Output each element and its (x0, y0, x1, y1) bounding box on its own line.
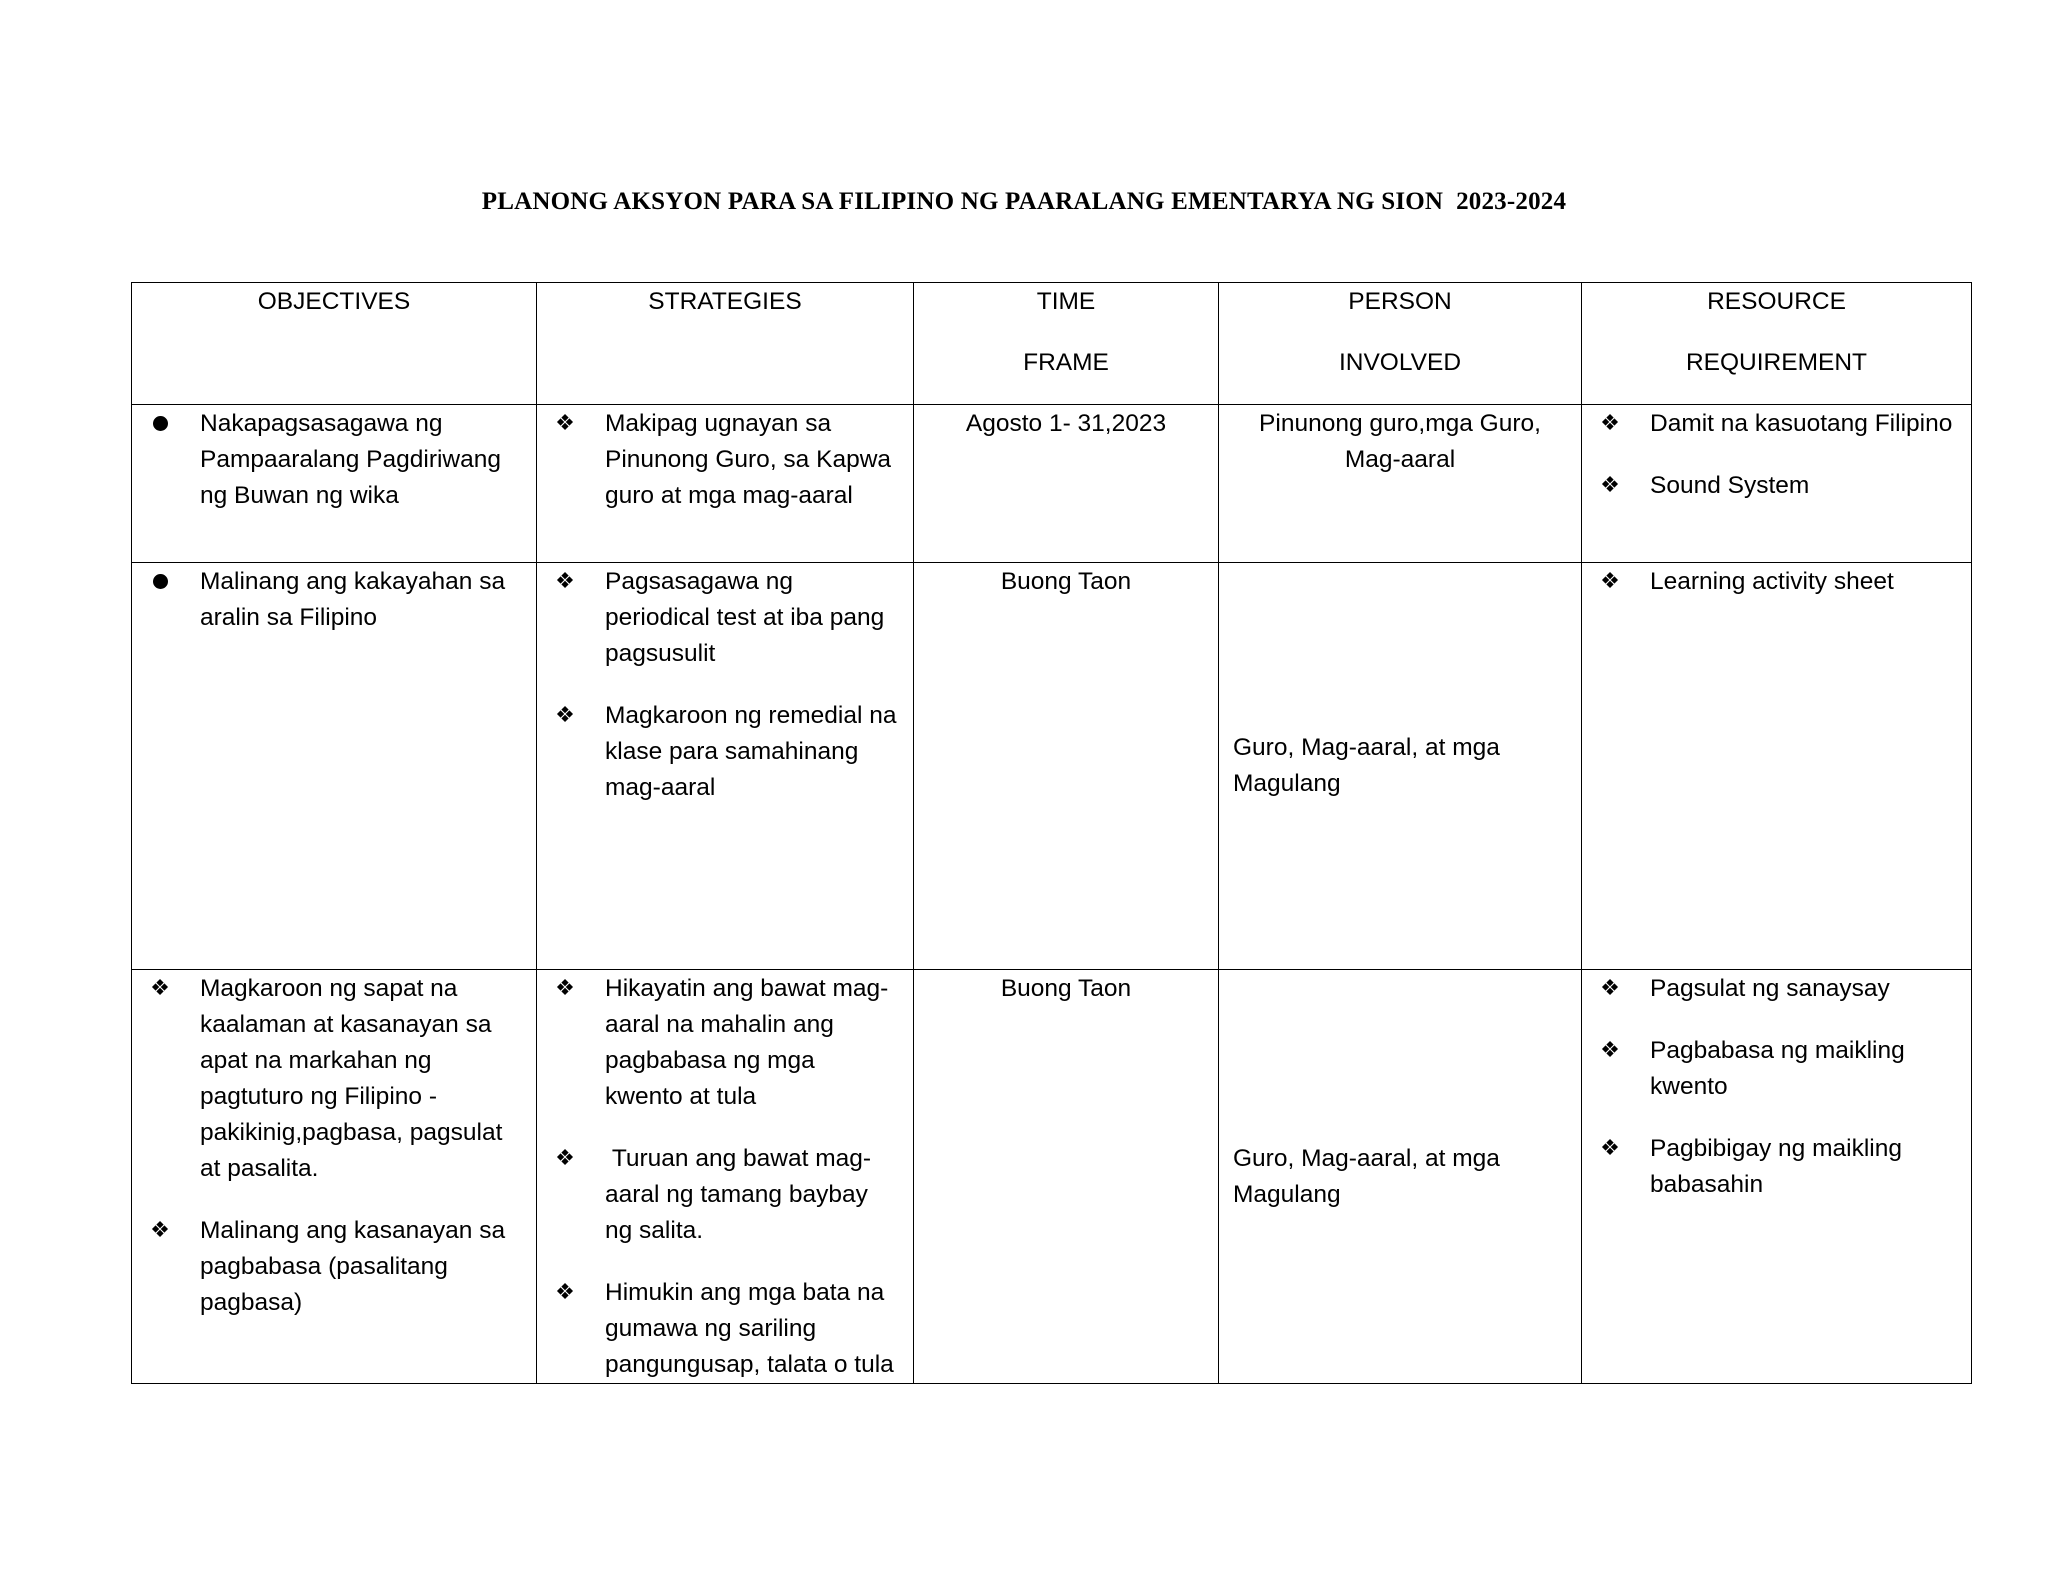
resources-cell (1582, 970, 1972, 1384)
list-item (1596, 406, 1957, 442)
four-diamond-bullet-icon: ❖ (1600, 411, 1620, 436)
resource-text: Pagbabasa ng maikling kwento (1650, 1037, 1905, 1100)
resource-text: Pagsulat ng sanaysay (1650, 975, 1890, 1002)
header-resource-requirement (1582, 283, 1972, 405)
time-frame-text: Buong Taon (1000, 975, 1132, 1002)
list-item (551, 698, 899, 806)
resources-cell (1582, 405, 1972, 563)
header-label: OBJECTIVES (257, 288, 411, 315)
strategies-cell (537, 970, 914, 1384)
time-frame-cell (914, 970, 1219, 1384)
strategy-text: Pagsasagawa ng periodical test at iba pang pagsusulit (605, 568, 885, 667)
four-diamond-bullet-icon: ❖ (555, 1146, 575, 1171)
person-involved-cell (1219, 563, 1582, 970)
resources-list (1596, 564, 1957, 600)
header-label: RESOURCE (1707, 288, 1846, 315)
strategy-text: Turuan ang bawat mag-aaral ng tamang baybay ng salita. (605, 1145, 875, 1244)
four-diamond-bullet-icon: ❖ (1600, 473, 1620, 498)
strategies-cell (537, 563, 914, 970)
strategies-list (551, 406, 899, 514)
table-header-row (132, 283, 1972, 405)
dot-bullet-icon (146, 564, 174, 600)
table-row (132, 405, 1972, 563)
objective-text: Malinang ang kakayahan sa aralin sa Filipino (200, 568, 506, 631)
resources-list (1596, 406, 1957, 504)
list-item (146, 406, 522, 514)
objectives-list (146, 406, 522, 514)
dot-bullet-icon (146, 406, 174, 442)
person-involved-cell (1219, 970, 1582, 1384)
objective-text: Magkaroon ng sapat na kaalaman at kasanayan sa apat na markahan ng pagtuturo ng Filipino - pakikinig,pagbasa, pagsulat at pasalita. (200, 975, 503, 1182)
list-item (1596, 1033, 1957, 1105)
strategies-list (551, 971, 899, 1383)
objectives-cell (132, 970, 537, 1384)
four-diamond-bullet-icon: ❖ (555, 976, 575, 1001)
objectives-list (146, 564, 522, 636)
resources-cell (1582, 563, 1972, 970)
resource-text: Sound System (1650, 472, 1810, 499)
strategy-text: Himukin ang mga bata na gumawa ng sariling pangungusap, talata o tula (605, 1279, 894, 1378)
four-diamond-bullet-icon: ❖ (150, 976, 170, 1001)
action-plan-table (131, 282, 1972, 1384)
list-item (1596, 564, 1957, 600)
four-diamond-bullet-icon: ❖ (555, 703, 575, 728)
header-person-involved (1219, 283, 1582, 405)
four-diamond-bullet-icon: ❖ (1600, 1038, 1620, 1063)
objective-text: Nakapagsasagawa ng Pampaaralang Pagdiriwang ng Buwan ng wika (200, 410, 501, 509)
person-involved-text: Guro, Mag-aaral, at mga Magulang (1233, 734, 1500, 797)
header-label: TIME (1036, 288, 1096, 315)
four-diamond-bullet-icon: ❖ (1600, 569, 1620, 594)
strategy-text: Hikayatin ang bawat mag-aaral na mahalin ang pagbabasa ng mga kwento at tula (605, 975, 889, 1110)
header-label: INVOLVED (1338, 349, 1462, 376)
objectives-cell (132, 405, 537, 563)
header-label: STRATEGIES (648, 288, 802, 315)
list-item (1596, 1131, 1957, 1203)
resource-text: Damit na kasuotang Filipino (1650, 410, 1953, 437)
header-label: REQUIREMENT (1685, 349, 1868, 376)
strategy-text: Makipag ugnayan sa Pinunong Guro, sa Kapwa guro at mga mag-aaral (605, 410, 892, 509)
person-involved-cell (1219, 405, 1582, 563)
time-frame-text: Agosto 1- 31,2023 (965, 410, 1167, 437)
resource-text: Learning activity sheet (1650, 568, 1894, 595)
table-row (132, 563, 1972, 970)
four-diamond-bullet-icon: ❖ (150, 1218, 170, 1243)
list-item (146, 971, 522, 1187)
list-item (551, 564, 899, 672)
time-frame-cell (914, 405, 1219, 563)
four-diamond-bullet-icon: ❖ (555, 569, 575, 594)
objectives-list (146, 971, 522, 1321)
four-diamond-bullet-icon: ❖ (555, 411, 575, 436)
strategies-cell (537, 405, 914, 563)
strategy-text: Magkaroon ng remedial na klase para samahinang mag-aaral (605, 702, 897, 801)
resources-list (1596, 971, 1957, 1203)
header-objectives (132, 283, 537, 405)
person-involved-text: Pinunong guro,mga Guro, Mag-aaral (1259, 410, 1541, 473)
list-item (146, 1213, 522, 1321)
document-title: PLANONG AKSYON PARA SA FILIPINO NG PAARALANG EMENTARYA NG SION 2023-2024 (481, 188, 1567, 215)
list-item (1596, 971, 1957, 1007)
resource-text: Pagbibigay ng maikling babasahin (1650, 1135, 1902, 1198)
person-involved-text: Guro, Mag-aaral, at mga Magulang (1233, 1144, 1500, 1208)
table-row (132, 970, 1972, 1384)
list-item (1596, 468, 1957, 504)
list-item (146, 564, 522, 636)
header-time-frame (914, 283, 1219, 405)
header-label: FRAME (1023, 349, 1109, 376)
four-diamond-bullet-icon: ❖ (555, 1280, 575, 1305)
strategies-list (551, 564, 899, 806)
time-frame-text: Buong Taon (1000, 568, 1132, 595)
four-diamond-bullet-icon: ❖ (1600, 976, 1620, 1001)
objectives-cell (132, 563, 537, 970)
objective-text: Malinang ang kasanayan sa pagbabasa (pasalitang pagbasa) (200, 1217, 506, 1316)
list-item (551, 406, 899, 514)
list-item (551, 971, 899, 1115)
list-item (551, 1275, 899, 1383)
four-diamond-bullet-icon: ❖ (1600, 1136, 1620, 1161)
time-frame-cell (914, 563, 1219, 970)
list-item (551, 1141, 899, 1249)
header-strategies (537, 283, 914, 405)
header-label: PERSON (1348, 288, 1452, 315)
